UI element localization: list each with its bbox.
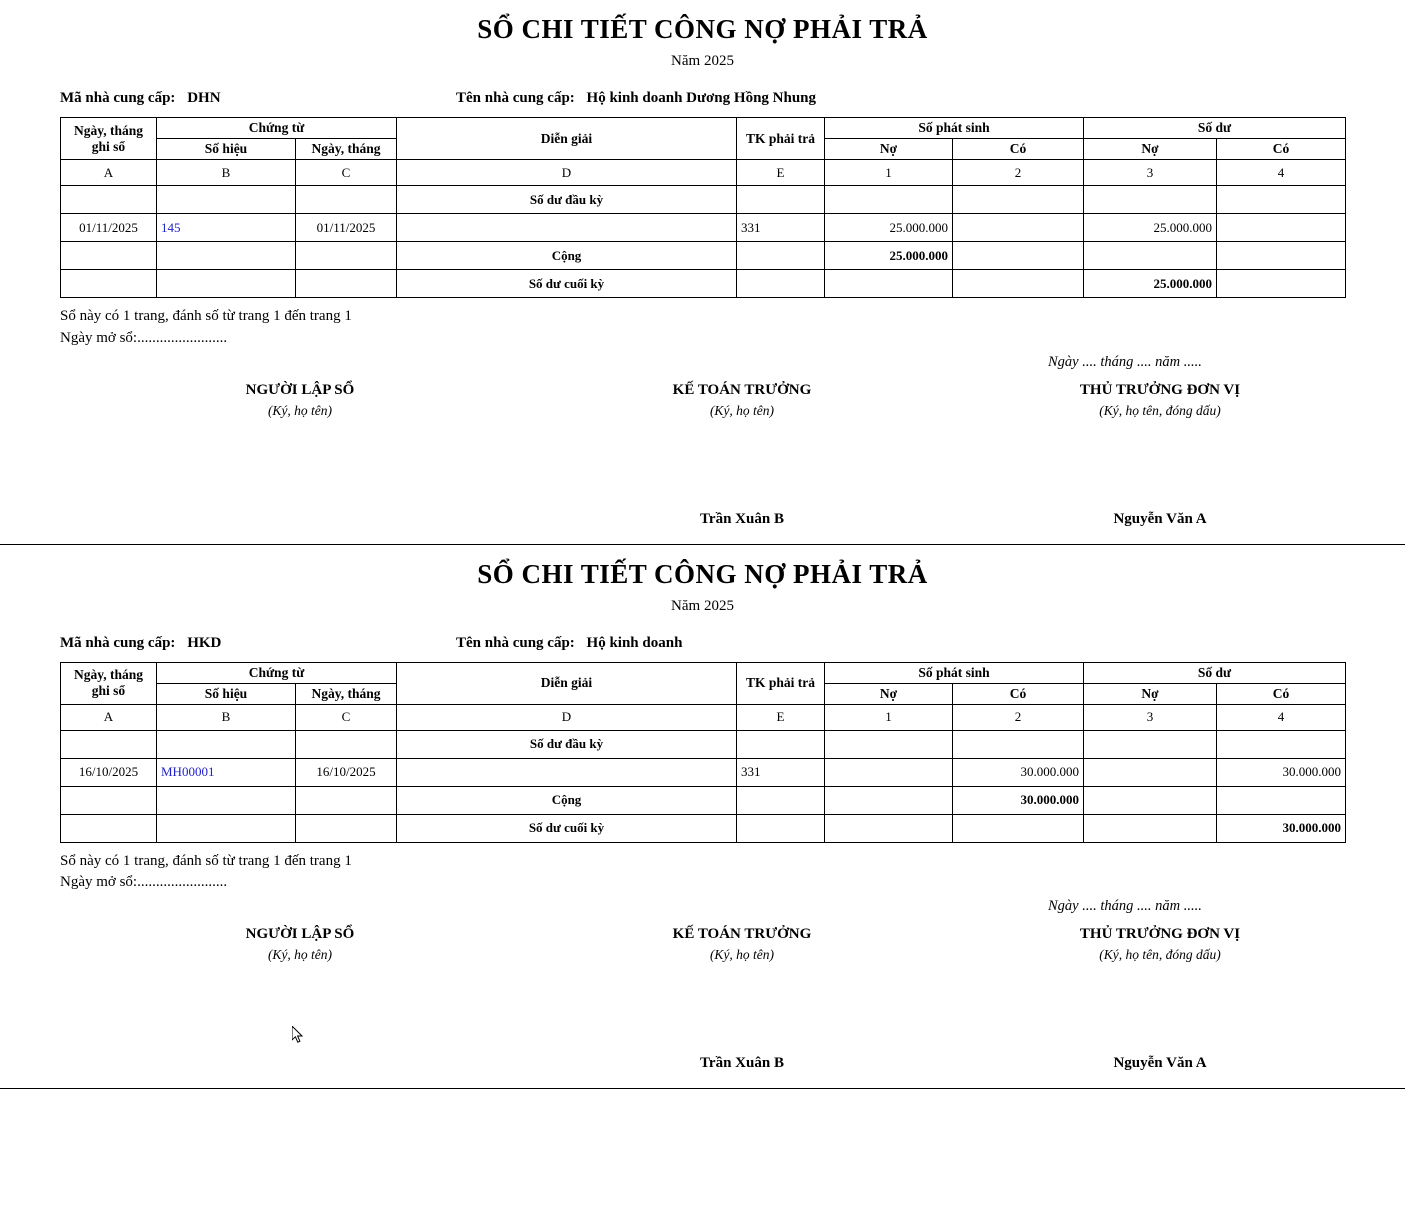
signature-date: Ngày .... tháng .... năm ..... xyxy=(1048,353,1202,370)
cell-date-recorded xyxy=(61,786,157,814)
cell-account xyxy=(737,270,825,298)
supplier-info xyxy=(60,90,1345,107)
cell-voucher-date: 16/10/2025 xyxy=(296,758,397,786)
signature-chief-accountant xyxy=(592,926,892,1072)
cell-voucher-no xyxy=(157,786,296,814)
supplier-name xyxy=(456,90,816,107)
th-arising-credit: Có xyxy=(953,139,1084,160)
cell-voucher-date xyxy=(296,242,397,270)
cell-voucher-no[interactable]: 145 xyxy=(157,214,296,242)
col-letter: 2 xyxy=(953,704,1084,730)
th-account: TK phải trả xyxy=(737,118,825,160)
page-year: Năm 2025 xyxy=(671,53,734,69)
signature-sub: (Ký, họ tên) xyxy=(709,402,775,418)
supplier-code xyxy=(60,635,456,652)
note-line-pages: Sổ này có 1 trang, đánh số từ trang 1 đến trang 1 xyxy=(60,852,352,869)
cell-voucher-no xyxy=(157,186,296,214)
signature-sub: (Ký, họ tên) xyxy=(267,947,333,962)
cell-date-recorded: 16/10/2025 xyxy=(61,758,157,786)
page-year: Năm 2025 xyxy=(671,597,734,614)
table-letter-row xyxy=(61,704,1346,730)
cell-account xyxy=(737,730,825,758)
cell-balance-credit: 30.000.000 xyxy=(1217,814,1346,842)
cell-arising-debit: 25.000.000 xyxy=(825,214,953,242)
supplier-name xyxy=(456,635,682,652)
col-letter: 2 xyxy=(953,160,1084,186)
cell-arising-credit xyxy=(953,242,1084,270)
table-row-closing xyxy=(61,814,1346,842)
cell-arising-debit: 25.000.000 xyxy=(825,242,953,270)
cell-arising-credit: 30.000.000 xyxy=(953,758,1084,786)
supplier-code-value: HKD xyxy=(187,634,222,651)
signature-preparer xyxy=(150,382,450,511)
signature-name: Nguyễn Văn A xyxy=(1113,510,1207,527)
signature-name: Trần Xuân B xyxy=(700,510,784,527)
page-note xyxy=(60,306,1345,350)
cell-arising-debit xyxy=(825,814,953,842)
signature-director xyxy=(1010,926,1310,1072)
signature-area xyxy=(60,898,1345,1088)
th-arising-debit: Nợ xyxy=(825,139,953,160)
cell-voucher-no xyxy=(157,242,296,270)
cell-account xyxy=(737,814,825,842)
cell-balance-credit xyxy=(1217,186,1346,214)
cell-description: Số dư đầu kỳ xyxy=(397,186,737,214)
supplier-name-label: Tên nhà cung cấp: xyxy=(456,634,575,651)
table-row xyxy=(61,214,1346,242)
cell-balance-credit xyxy=(1217,214,1346,242)
ledger-page-1 xyxy=(0,0,1405,545)
page-note xyxy=(60,851,1345,895)
col-letter: E xyxy=(737,704,825,730)
page-title: SỔ CHI TIẾT CÔNG NỢ PHẢI TRẢ xyxy=(477,558,928,589)
cell-balance-debit: 25.000.000 xyxy=(1084,270,1217,298)
th-balance-credit: Có xyxy=(1217,683,1346,704)
signature-preparer xyxy=(150,926,450,1055)
cell-arising-credit xyxy=(953,814,1084,842)
supplier-code xyxy=(60,90,456,107)
th-balance-debit: Nợ xyxy=(1084,683,1217,704)
cell-voucher-no[interactable]: MH00001 xyxy=(157,758,296,786)
cell-arising-credit xyxy=(953,214,1084,242)
cell-voucher-date xyxy=(296,270,397,298)
cell-account xyxy=(737,186,825,214)
signature-title: NGƯỜI LẬP SỔ xyxy=(245,926,355,942)
supplier-name-value: Hộ kinh doanh Dương Hồng Nhung xyxy=(586,90,817,106)
th-description: Diễn giải xyxy=(397,662,737,704)
col-letter: D xyxy=(397,160,737,186)
th-voucher: Chứng từ xyxy=(157,118,397,139)
signature-sub: (Ký, họ tên) xyxy=(267,402,333,418)
col-letter: A xyxy=(61,160,157,186)
cell-balance-debit: 25.000.000 xyxy=(1084,214,1217,242)
cell-description xyxy=(397,758,737,786)
cell-account xyxy=(737,242,825,270)
ledger-page-2 xyxy=(0,545,1405,1090)
cell-account xyxy=(737,786,825,814)
supplier-code-label: Mã nhà cung cấp: xyxy=(60,90,176,106)
th-date-recorded: Ngày, tháng ghi sổ xyxy=(61,118,157,160)
note-line-pages: Sổ này có 1 trang, đánh số từ trang 1 đến trang 1 xyxy=(60,308,352,324)
col-letter: 1 xyxy=(825,160,953,186)
col-letter: 4 xyxy=(1217,160,1346,186)
cell-balance-credit xyxy=(1217,242,1346,270)
cell-balance-debit xyxy=(1084,758,1217,786)
ledger-table xyxy=(60,117,1346,298)
signature-sub: (Ký, họ tên, đóng dấu) xyxy=(1099,947,1221,962)
signature-title: KẾ TOÁN TRƯỞNG xyxy=(672,381,812,398)
table-row-closing xyxy=(61,270,1346,298)
th-voucher-date: Ngày, tháng xyxy=(296,683,397,704)
th-account: TK phải trả xyxy=(737,662,825,704)
cell-description xyxy=(397,214,737,242)
signature-sub: (Ký, họ tên, đóng dấu) xyxy=(1099,402,1221,418)
cell-account: 331 xyxy=(737,758,825,786)
cell-account: 331 xyxy=(737,214,825,242)
note-line-open-date: Ngày mở sổ:........................ xyxy=(60,329,228,346)
supplier-code-value: DHN xyxy=(187,90,221,106)
signature-director xyxy=(1010,382,1310,528)
table-header-row xyxy=(61,118,1346,139)
cell-arising-debit xyxy=(825,730,953,758)
signature-chief-accountant xyxy=(592,382,892,528)
cell-voucher-date: 01/11/2025 xyxy=(296,214,397,242)
cell-date-recorded xyxy=(61,814,157,842)
cell-balance-debit xyxy=(1084,814,1217,842)
cell-arising-credit xyxy=(953,270,1084,298)
th-date-recorded: Ngày, tháng ghi sổ xyxy=(61,662,157,704)
table-row xyxy=(61,758,1346,786)
cell-voucher-no xyxy=(157,814,296,842)
table-row-total xyxy=(61,786,1346,814)
cell-voucher-no xyxy=(157,730,296,758)
signature-name: Trần Xuân B xyxy=(700,1055,784,1071)
col-letter: E xyxy=(737,160,825,186)
th-balance: Số dư xyxy=(1084,118,1346,139)
supplier-name-value: Hộ kinh doanh xyxy=(586,634,683,651)
cell-voucher-date xyxy=(296,186,397,214)
cell-arising-debit xyxy=(825,758,953,786)
signature-date: Ngày .... tháng .... năm ..... xyxy=(1048,898,1202,914)
th-arising-debit: Nợ xyxy=(825,683,953,704)
cell-balance-credit xyxy=(1217,730,1346,758)
supplier-code-label: Mã nhà cung cấp: xyxy=(60,634,176,651)
cell-description: Cộng xyxy=(397,242,737,270)
col-letter: B xyxy=(157,704,296,730)
cell-date-recorded xyxy=(61,730,157,758)
table-row xyxy=(61,730,1346,758)
signature-name: Nguyễn Văn A xyxy=(1113,1055,1207,1071)
col-letter: C xyxy=(296,704,397,730)
cell-balance-debit xyxy=(1084,730,1217,758)
th-voucher-date: Ngày, tháng xyxy=(296,139,397,160)
cell-description: Số dư đầu kỳ xyxy=(397,730,737,758)
col-letter: B xyxy=(157,160,296,186)
col-letter: 3 xyxy=(1084,160,1217,186)
signature-title: KẾ TOÁN TRƯỞNG xyxy=(672,926,812,942)
col-letter: 4 xyxy=(1217,704,1346,730)
cell-balance-credit xyxy=(1217,786,1346,814)
cell-voucher-date xyxy=(296,786,397,814)
col-letter: D xyxy=(397,704,737,730)
ledger-table xyxy=(60,662,1346,843)
cell-balance-debit xyxy=(1084,242,1217,270)
th-arising: Số phát sinh xyxy=(825,118,1084,139)
note-line-open-date: Ngày mở sổ:........................ xyxy=(60,874,228,891)
supplier-info xyxy=(60,635,1345,652)
cell-voucher-date xyxy=(296,814,397,842)
cell-arising-debit xyxy=(825,270,953,298)
col-letter: A xyxy=(61,704,157,730)
cell-balance-credit xyxy=(1217,270,1346,298)
th-balance: Số dư xyxy=(1084,662,1346,683)
cell-date-recorded xyxy=(61,186,157,214)
cell-arising-credit xyxy=(953,730,1084,758)
th-arising-credit: Có xyxy=(953,683,1084,704)
col-letter: 1 xyxy=(825,704,953,730)
cell-arising-credit xyxy=(953,186,1084,214)
cell-date-recorded xyxy=(61,242,157,270)
cell-arising-debit xyxy=(825,786,953,814)
cell-arising-debit xyxy=(825,186,953,214)
cell-balance-debit xyxy=(1084,786,1217,814)
signature-title: THỦ TRƯỞNG ĐƠN VỊ xyxy=(1079,926,1241,942)
supplier-name-label: Tên nhà cung cấp: xyxy=(456,90,575,106)
page-title: SỔ CHI TIẾT CÔNG NỢ PHẢI TRẢ xyxy=(477,14,928,44)
th-voucher-no: Số hiệu xyxy=(157,139,296,160)
th-voucher-no: Số hiệu xyxy=(157,683,296,704)
table-header-row xyxy=(61,662,1346,683)
signature-area xyxy=(60,354,1345,544)
th-voucher: Chứng từ xyxy=(157,662,397,683)
th-arising: Số phát sinh xyxy=(825,662,1084,683)
signature-sub: (Ký, họ tên) xyxy=(709,947,775,962)
cell-description: Cộng xyxy=(397,786,737,814)
cell-voucher-no xyxy=(157,270,296,298)
cell-arising-credit: 30.000.000 xyxy=(953,786,1084,814)
cell-balance-credit: 30.000.000 xyxy=(1217,758,1346,786)
table-row xyxy=(61,186,1346,214)
cell-balance-debit xyxy=(1084,186,1217,214)
cell-description: Số dư cuối kỳ xyxy=(397,814,737,842)
col-letter: 3 xyxy=(1084,704,1217,730)
cell-voucher-date xyxy=(296,730,397,758)
cell-date-recorded: 01/11/2025 xyxy=(61,214,157,242)
cell-date-recorded xyxy=(61,270,157,298)
table-row-total xyxy=(61,242,1346,270)
cell-description: Số dư cuối kỳ xyxy=(397,270,737,298)
th-balance-debit: Nợ xyxy=(1084,139,1217,160)
th-balance-credit: Có xyxy=(1217,139,1346,160)
signature-title: THỦ TRƯỞNG ĐƠN VỊ xyxy=(1079,381,1241,398)
table-letter-row xyxy=(61,160,1346,186)
signature-title: NGƯỜI LẬP SỔ xyxy=(245,381,355,398)
th-description: Diễn giải xyxy=(397,118,737,160)
col-letter: C xyxy=(296,160,397,186)
